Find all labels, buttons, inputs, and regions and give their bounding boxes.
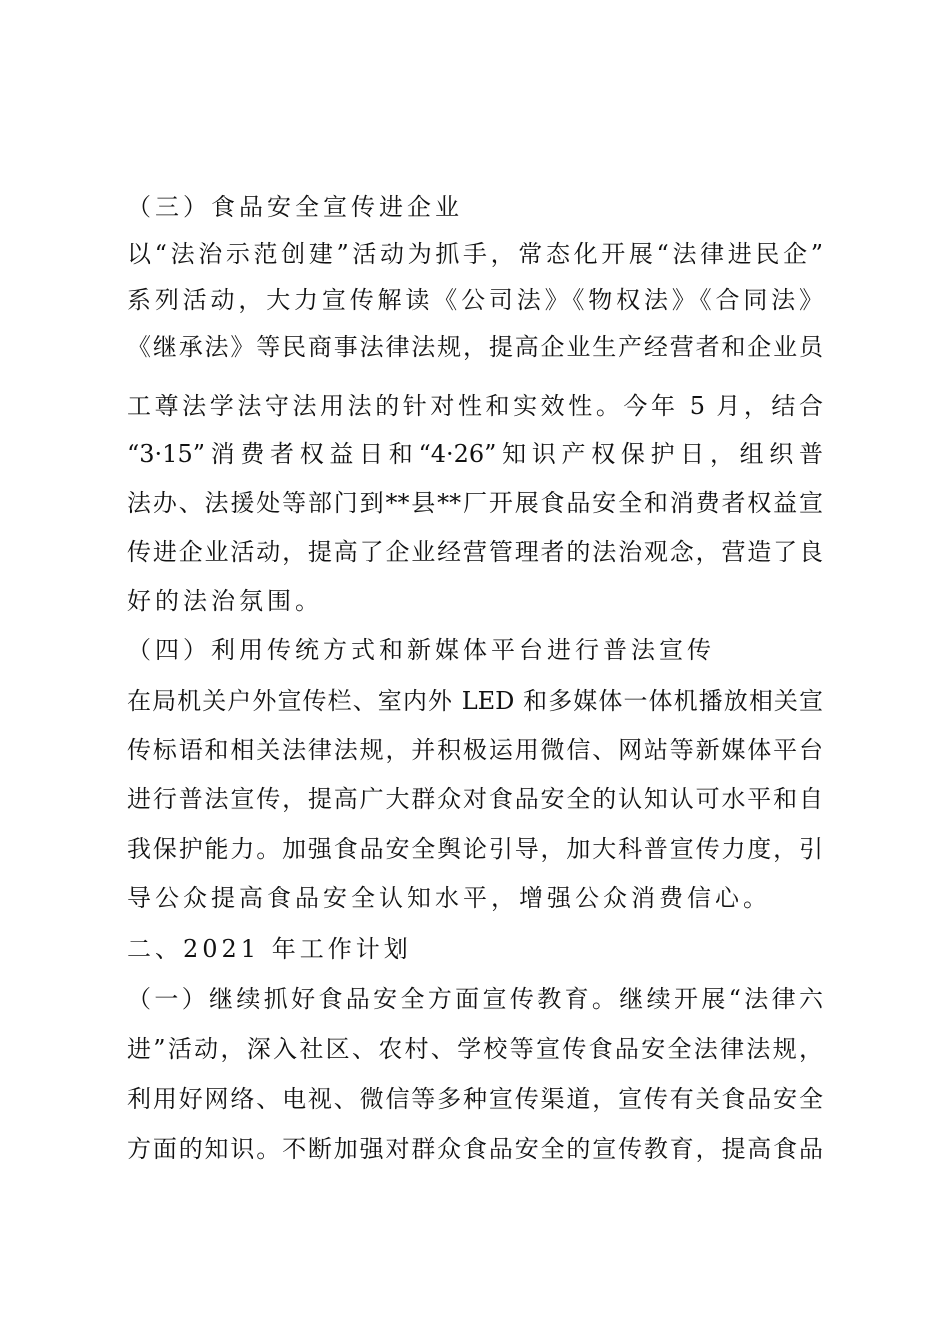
paragraph-line: （一）继续抓好食品安全方面宣传教育。继续开展“法律六: [127, 985, 823, 1013]
paragraph-line-end: 好的法治氛围。: [127, 587, 323, 615]
paragraph-line: 法办、法援处等部门到**县**厂开展食品安全和消费者权益宣: [127, 489, 823, 517]
paragraph-line: 方面的知识。不断加强对群众食品安全的宣传教育，提高食品: [127, 1135, 823, 1163]
paragraph-line: 《继承法》等民商事法律法规，提高企业生产经营者和企业员: [127, 333, 823, 361]
paragraph-line: 工尊法学法守法用法的针对性和实效性。今年 5 月，结合: [127, 392, 823, 420]
paragraph-line: 传进企业活动，提高了企业经营管理者的法治观念，营造了良: [127, 538, 823, 566]
paragraph-line: 我保护能力。加强食品安全舆论引导，加大科普宣传力度，引: [127, 835, 823, 863]
paragraph-line: 以“法治示范创建”活动为抓手，常态化开展“法律进民企”: [127, 240, 823, 268]
paragraph-line: 系列活动，大力宣传解读《公司法》《物权法》《合同法》: [127, 286, 823, 314]
section-heading-4: （四）利用传统方式和新媒体平台进行普法宣传: [127, 636, 715, 664]
paragraph-line: 在局机关户外宣传栏、室内外 LED 和多媒体一体机播放相关宣: [127, 687, 823, 715]
section-heading-3: （三）食品安全宣传进企业: [127, 193, 463, 221]
section-heading-plan: 二、2021 年工作计划: [127, 935, 412, 963]
paragraph-line: 利用好网络、电视、微信等多种宣传渠道，宣传有关食品安全: [127, 1085, 823, 1113]
paragraph-line-end: 导公众提高食品安全认知水平，增强公众消费信心。: [127, 884, 771, 912]
paragraph-line: 进”活动，深入社区、农村、学校等宣传食品安全法律法规，: [127, 1035, 823, 1063]
paragraph-line: 进行普法宣传，提高广大群众对食品安全的认知认可水平和自: [127, 785, 823, 813]
paragraph-line: 传标语和相关法律法规，并积极运用微信、网站等新媒体平台: [127, 736, 823, 764]
paragraph-line: “3·15”消费者权益日和“4·26”知识产权保护日，组织普: [127, 440, 823, 468]
